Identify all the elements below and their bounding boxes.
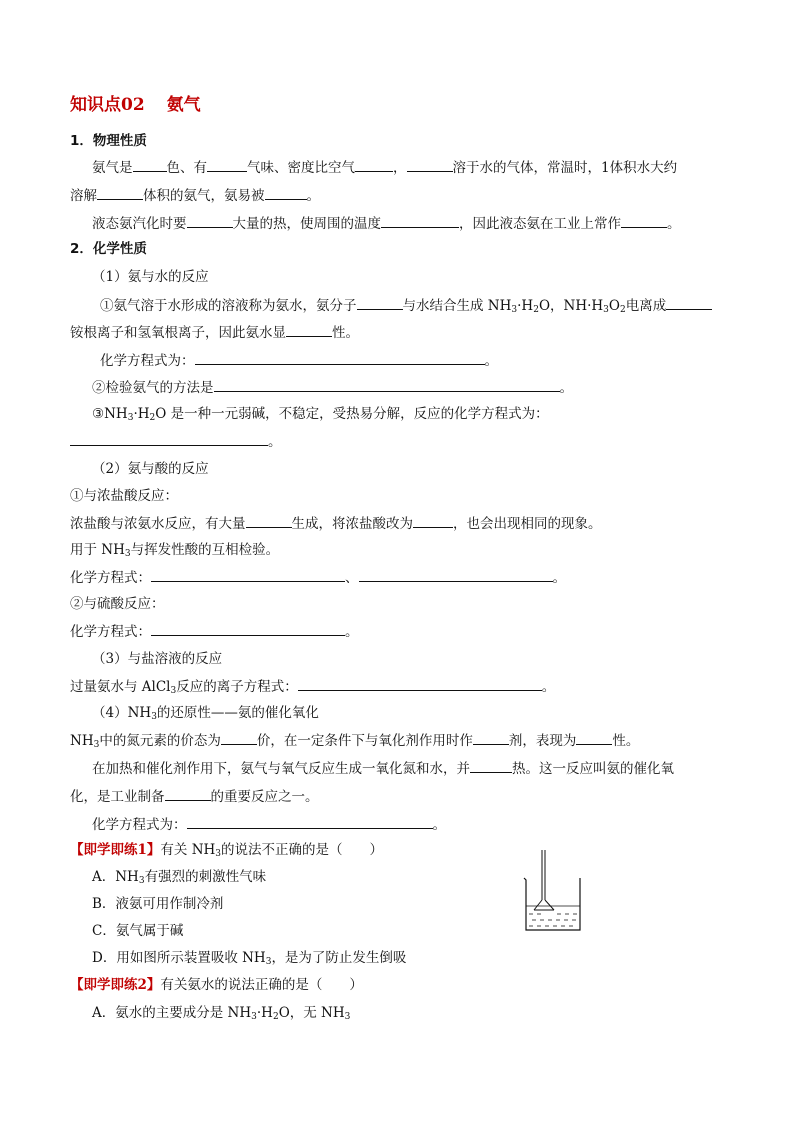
answer-blank[interactable] <box>151 622 345 636</box>
paragraph-physical-1: 氨气是 色、有 气味、密度比空气 ， 溶于水的气体，常温时，1体积水大约 <box>92 160 678 176</box>
subsection-reducibility: $(4)NH_3$的还原性——氨的催化氧化 <box>92 705 319 722</box>
answer-blank[interactable] <box>246 514 292 528</box>
paragraph-weak-base: $③NH_3\cdot H_2O$ 是一种一元弱碱，不稳定，受热易分解，反应的化学方程式为： <box>92 406 549 423</box>
answer-blank[interactable] <box>165 787 211 801</box>
paragraph-hcl-title: ①与浓盐酸反应： <box>70 488 178 504</box>
section-heading <box>70 96 201 114</box>
exercise-2-stem: 【即学即练2】有关氨水的说法正确的是（ ） <box>70 977 363 993</box>
paragraph-ammonia-water-1: ①氨气溶于水形成的溶液称为氨水，氨分子 与水结合生成 $NH_3\cdot H_2O$，$NH\cdot H_3O_2$电离成 <box>100 296 712 315</box>
equation-line-5: 过量氨水与 AlCl$_3$反应的离子方程式： 。 <box>70 679 556 696</box>
paragraph-physical-3: 液态氨汽化时要 大量的热，使周围的温度 ，因此液态氨在工业上常作 。 <box>92 216 681 232</box>
answer-blank[interactable] <box>187 815 433 829</box>
exercise-2-option-a[interactable]: A．氨水的主要成分是 $NH_3\cdot H_2O$，无 $NH_3$ <box>92 1005 351 1022</box>
exercise-1-stem: 【即学即练1】有关 $NH_3$的说法不正确的是（ ） <box>70 842 384 859</box>
answer-blank[interactable] <box>357 296 403 310</box>
answer-blank[interactable] <box>298 677 542 691</box>
answer-blank[interactable] <box>214 378 560 392</box>
paragraph-physical-2: 溶解 体积的氨气，氨易被 。 <box>70 188 320 204</box>
exercise-1-option-c[interactable]: C．氨气属于碱 <box>92 923 184 939</box>
answer-blank[interactable] <box>133 158 167 172</box>
exercise-1-tag: 【即学即练1】 <box>70 842 161 858</box>
paragraph-reducibility-3: 化，是工业制备 的重要反应之一。 <box>70 789 319 805</box>
answer-blank[interactable] <box>381 214 459 228</box>
exercise-1-option-a[interactable]: A．$NH_3$有强烈的刺激性气味 <box>92 869 267 886</box>
section-title-chemical: 2．化学性质 <box>70 241 147 257</box>
exercise-2-tag: 【即学即练2】 <box>70 977 161 993</box>
answer-blank[interactable] <box>473 731 509 745</box>
equation-line-4: 化学方程式： 。 <box>70 624 359 640</box>
answer-blank[interactable] <box>207 158 247 172</box>
answer-blank[interactable] <box>355 158 393 172</box>
exercise-1-option-b[interactable]: B．液氨可用作制冷剂 <box>92 896 224 912</box>
answer-blank[interactable] <box>470 759 512 773</box>
section-title-physical: 1．物理性质 <box>70 133 147 149</box>
paragraph-hcl-2: 用于 $NH_3$与挥发性酸的互相检验。 <box>70 542 280 559</box>
paragraph-hcl-1: 浓盐酸与浓氨水反应，有大量 生成，将浓盐酸改为 ，也会出现相同的现象。 <box>70 516 602 532</box>
subsection-ammonia-water: （1）氨与水的反应 <box>92 269 209 285</box>
answer-blank[interactable] <box>621 214 667 228</box>
exercise-1-option-d[interactable]: D．用如图所示装置吸收 $NH_3$，是为了防止发生倒吸 <box>92 950 407 967</box>
heading-title: 氨气 <box>166 95 201 115</box>
answer-blank[interactable] <box>576 731 612 745</box>
equation-line-3: 化学方程式： 、 。 <box>70 570 566 586</box>
answer-blank[interactable] <box>265 186 307 200</box>
answer-blank[interactable] <box>413 514 453 528</box>
beaker-absorption-diagram <box>520 850 586 932</box>
subsection-salt-solution: （3）与盐溶液的反应 <box>92 651 223 667</box>
paragraph-reducibility-2: 在加热和催化剂作用下，氨气与氧气反应生成一氧化氮和水，并 热。这一反应叫氨的催化氧 <box>92 761 674 777</box>
paragraph-reducibility-1: $NH_3$中的氮元素的价态为 价，在一定条件下与氧化剂作用时作 剂，表现为 性。 <box>70 733 640 750</box>
paragraph-ammonia-water-2: 铵根离子和氢氧根离子，因此氨水显 性。 <box>70 325 359 341</box>
answer-blank[interactable] <box>221 731 257 745</box>
answer-blank[interactable] <box>407 158 453 172</box>
answer-blank[interactable] <box>97 186 143 200</box>
equation-line-6: 化学方程式为： 。 <box>92 817 446 833</box>
equation-line-1: 化学方程式为： 。 <box>100 353 498 369</box>
answer-blank[interactable] <box>195 351 485 365</box>
answer-blank[interactable] <box>666 296 712 310</box>
paragraph-test-ammonia: ②检验氨气的方法是 。 <box>92 380 573 396</box>
answer-blank[interactable] <box>70 432 268 446</box>
answer-blank[interactable] <box>359 568 553 582</box>
answer-blank[interactable] <box>187 214 233 228</box>
answer-blank[interactable] <box>151 568 345 582</box>
answer-blank[interactable] <box>286 323 332 337</box>
heading-number: 知识点02 <box>70 95 145 115</box>
paragraph-h2so4-title: ②与硫酸反应： <box>70 596 165 612</box>
subsection-ammonia-acid: （2）氨与酸的反应 <box>92 461 209 477</box>
equation-line-2: 。 <box>70 432 282 451</box>
